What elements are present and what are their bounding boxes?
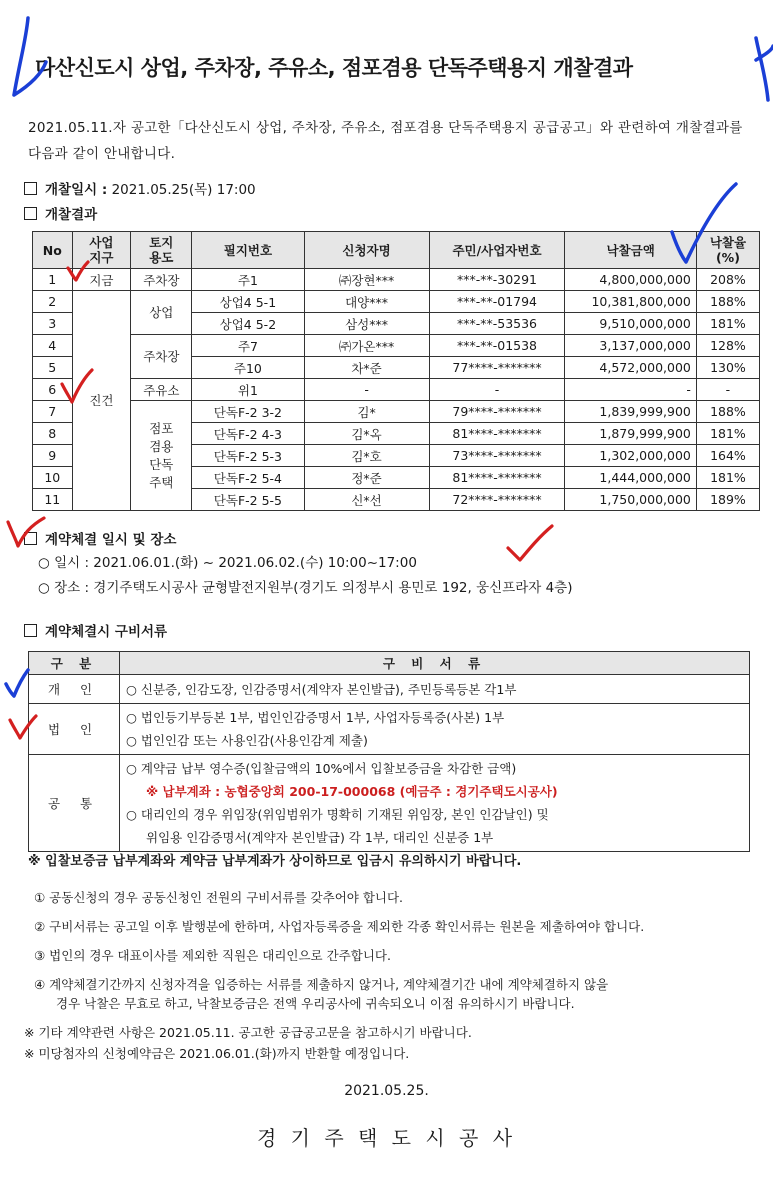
footnote: ※ 미당첨자의 신청예약금은 2021.06.01.(화)까지 반환할 예정입니다. — [24, 1046, 410, 1061]
docs-corporate-line: ○ 법인등기부등본 1부, 법인인감증명서 1부, 사업자등록증(사본) 1부 — [126, 710, 505, 725]
cell-amount: 1,302,000,000 — [565, 445, 697, 467]
cell-no: 9 — [33, 445, 73, 467]
docs-common-line: ○ 대리인의 경우 위임장(위임범위가 명확히 기재된 위임장, 본인 인감날인) 및 — [126, 807, 549, 822]
cell-id: 81****-******* — [429, 423, 565, 445]
issuer-name: 경 기 주 택 도 시 공 사 — [256, 1126, 517, 1150]
pen-stroke-icon — [756, 38, 773, 100]
cell-amount: 1,750,000,000 — [565, 489, 697, 511]
cell-lot: 단독F-2 4-3 — [192, 423, 304, 445]
cell-lot: 위1 — [192, 379, 304, 401]
docs-key-corporate: 법 인 — [29, 704, 120, 755]
cell-lot: 단독F-2 5-5 — [192, 489, 304, 511]
cell-use: 주차장 — [131, 269, 192, 291]
check-mark-icon — [10, 716, 36, 738]
cell-applicant: 김*호 — [304, 445, 429, 467]
cell-rate: 208% — [696, 269, 759, 291]
cell-amount: 9,510,000,000 — [565, 313, 697, 335]
bid-date-label: 개찰일시 : — [45, 182, 108, 198]
cell-lot: 주10 — [192, 357, 304, 379]
cell-rate: 181% — [696, 423, 759, 445]
cell-amount: 1,839,999,900 — [565, 401, 697, 423]
cell-applicant: ㈜가온*** — [304, 335, 429, 357]
cell-id: - — [429, 379, 565, 401]
cell-rate: - — [696, 379, 759, 401]
cell-no: 2 — [33, 291, 73, 313]
cell-district: 진건 — [72, 291, 131, 511]
note-item: 경우 낙찰은 무효로 하고, 낙찰보증금은 전액 우리공사에 귀속되오니 이점 유의하시기 바랍니다. — [56, 996, 575, 1011]
col-use: 토지 용도 — [131, 232, 192, 269]
cell-id: 77****-******* — [429, 357, 565, 379]
docs-col-documents: 구 비 서 류 — [120, 652, 750, 675]
note-item: ② 구비서류는 공고일 이후 발행분에 한하며, 사업자등록증을 제외한 각종 확인서류는 원본을 제출하여야 합니다. — [34, 919, 645, 934]
docs-common-line: ○ 계약금 납부 영수증(입찰금액의 10%에서 입찰보증금을 차감한 금액) — [126, 761, 517, 776]
cell-rate: 189% — [696, 489, 759, 511]
cell-district: 지금 — [72, 269, 131, 291]
cell-rate: 128% — [696, 335, 759, 357]
cell-use: 주유소 — [131, 379, 192, 401]
docs-key-individual: 개 인 — [29, 675, 120, 704]
cell-lot: 주1 — [192, 269, 304, 291]
cell-no: 3 — [33, 313, 73, 335]
check-mark-icon — [68, 262, 88, 280]
cell-no: 7 — [33, 401, 73, 423]
cell-no: 8 — [33, 423, 73, 445]
pen-stroke-icon — [14, 18, 46, 95]
cell-applicant: 정*준 — [304, 467, 429, 489]
cell-use: 점포 겸용 단독 주택 — [131, 401, 192, 511]
note-item: ④ 계약체결기간까지 신청자격을 입증하는 서류를 제출하지 않거나, 계약체결기간 내에 계약체결하지 않을 — [34, 977, 609, 992]
cell-amount: - — [565, 379, 697, 401]
col-no: No — [33, 232, 73, 269]
cell-lot: 주7 — [192, 335, 304, 357]
cell-id: ***-**-01538 — [429, 335, 565, 357]
cell-lot: 단독F-2 5-3 — [192, 445, 304, 467]
cell-no: 1 — [33, 269, 73, 291]
footnote: ※ 기타 계약관련 사항은 2021.05.11. 공고한 공급공고문을 참고하시기 바랍니다. — [24, 1025, 472, 1040]
cell-rate: 130% — [696, 357, 759, 379]
cell-rate: 181% — [696, 313, 759, 335]
note-item: ① 공동신청의 경우 공동신청인 전원의 구비서류를 갖추어야 합니다. — [34, 890, 404, 905]
cell-lot: 상업4 5-1 — [192, 291, 304, 313]
cell-id: 79****-******* — [429, 401, 565, 423]
contract-place: ○ 장소 : 경기주택도시공사 균형발전지원부(경기도 의정부시 용민로 192, 웅신프라자 4층) — [38, 580, 573, 596]
cell-applicant: 삼성*** — [304, 313, 429, 335]
cell-applicant: 김* — [304, 401, 429, 423]
cell-lot: 단독F-2 5-4 — [192, 467, 304, 489]
account-warning: ※ 입찰보증금 납부계좌와 계약금 납부계좌가 상이하므로 입금시 유의하시기 바랍니다. — [28, 854, 522, 869]
cell-lot: 단독F-2 3-2 — [192, 401, 304, 423]
note-item: ③ 법인의 경우 대표이사를 제외한 직원은 대리인으로 간주합니다. — [34, 948, 391, 963]
col-lot: 필지번호 — [192, 232, 304, 269]
cell-amount: 3,137,000,000 — [565, 335, 697, 357]
col-applicant: 신청자명 — [304, 232, 429, 269]
cell-use: 상업 — [131, 291, 192, 335]
docs-label: 계약체결시 구비서류 — [45, 624, 168, 640]
bid-result-label: 개찰결과 — [45, 207, 98, 223]
bid-date-value: 2021.05.25(목) 17:00 — [111, 182, 256, 198]
docs-corporate-line: ○ 법인인감 또는 사용인감(사용인감계 제출) — [126, 733, 368, 748]
cell-id: 81****-******* — [429, 467, 565, 489]
cell-no: 11 — [33, 489, 73, 511]
issue-date: 2021.05.25. — [344, 1083, 429, 1099]
cell-id: 72****-******* — [429, 489, 565, 511]
docs-col-category: 구 분 — [29, 652, 120, 675]
check-mark-icon — [6, 670, 28, 696]
cell-no: 10 — [33, 467, 73, 489]
cell-no: 5 — [33, 357, 73, 379]
col-amount: 낙찰금액 — [565, 232, 697, 269]
cell-amount: 4,572,000,000 — [565, 357, 697, 379]
page-title: 다산신도시 상업, 주차장, 주유소, 점포겸용 단독주택용지 개찰결과 — [35, 56, 633, 80]
check-mark-icon — [62, 370, 92, 402]
docs-common-line: 위임용 인감증명서(계약자 본인발급) 각 1부, 대리인 신분증 1부 — [146, 830, 494, 845]
intro-paragraph: 2021.05.11.자 공고한「다산신도시 상업, 주차장, 주유소, 점포겸용 단독주택용지 공급공고」와 관련하여 개찰결과를 다음과 같이 안내합니다. — [28, 120, 743, 162]
cell-id: 73****-******* — [429, 445, 565, 467]
col-district: 사업 지구 — [72, 232, 131, 269]
cell-lot: 상업4 5-2 — [192, 313, 304, 335]
cell-applicant: 김*옥 — [304, 423, 429, 445]
contract-time: ○ 일시 : 2021.06.01.(화) ~ 2021.06.02.(수) 10:00~17:00 — [38, 555, 417, 571]
cell-applicant: 차*준 — [304, 357, 429, 379]
cell-id: ***-**-01794 — [429, 291, 565, 313]
cell-amount: 1,444,000,000 — [565, 467, 697, 489]
cell-no: 4 — [33, 335, 73, 357]
payment-account: ※ 납부계좌 : 농협중앙회 200-17-000068 (예금주 : 경기주택도시공사) — [146, 784, 558, 799]
col-id: 주민/사업자번호 — [429, 232, 565, 269]
cell-id: ***-**-53536 — [429, 313, 565, 335]
docs-value-individual: ○ 신분증, 인감도장, 인감증명서(계약자 본인발급), 주민등록등본 각1부 — [120, 675, 750, 704]
cell-applicant: ㈜장현*** — [304, 269, 429, 291]
cell-amount: 4,800,000,000 — [565, 269, 697, 291]
docs-key-common: 공 통 — [29, 755, 120, 852]
col-rate: 낙찰율 (%) — [696, 232, 759, 269]
cell-applicant: 신*선 — [304, 489, 429, 511]
cell-applicant: - — [304, 379, 429, 401]
contract-label: 계약체결 일시 및 장소 — [45, 532, 177, 548]
cell-id: ***-**-30291 — [429, 269, 565, 291]
cell-applicant: 대양*** — [304, 291, 429, 313]
cell-rate: 188% — [696, 291, 759, 313]
cell-no: 6 — [33, 379, 73, 401]
cell-use: 주차장 — [131, 335, 192, 379]
cell-rate: 164% — [696, 445, 759, 467]
cell-rate: 181% — [696, 467, 759, 489]
cell-amount: 10,381,800,000 — [565, 291, 697, 313]
check-mark-icon — [8, 518, 44, 546]
cell-amount: 1,879,999,900 — [565, 423, 697, 445]
check-mark-icon — [508, 526, 552, 560]
cell-rate: 188% — [696, 401, 759, 423]
check-mark-icon — [672, 184, 736, 262]
